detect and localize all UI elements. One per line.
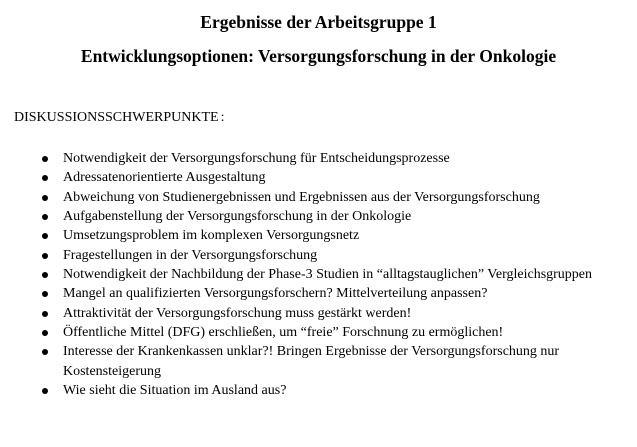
list-item-text: Attraktivität der Versorgungsforschung muss gestärkt werden! (63, 305, 412, 321)
section-heading (14, 109, 224, 126)
list-item (0, 304, 637, 323)
bullet-icon (42, 156, 48, 162)
list-item (0, 226, 637, 245)
bullet-icon (42, 291, 48, 297)
list-item (0, 207, 637, 226)
document-subtitle: Entwicklungsoptionen: Versorgungsforschung in der Onkologie (80, 46, 557, 66)
list-item (0, 284, 637, 303)
section-heading-colon: : (220, 110, 225, 125)
bullet-icon (42, 233, 48, 239)
list-item (0, 265, 637, 284)
list-item (0, 168, 637, 187)
bullet-icon (42, 272, 48, 278)
list-item (0, 381, 637, 400)
discussion-points-list (0, 149, 637, 400)
list-item (0, 188, 637, 207)
list-item-text: Fragestellungen in der Versorgungsforschung (63, 247, 318, 263)
list-item-text: Interesse der Krankenkassen unklar?! Bringen Ergebnisse der Versorgungsforschung nur Kostensteigerung (63, 344, 560, 379)
bullet-icon (42, 253, 48, 259)
list-item (0, 149, 637, 168)
list-item-text: Abweichung von Studienergebnissen und Ergebnissen aus der Versorgungsforschung (63, 189, 540, 205)
list-item-text: Notwendigkeit der Nachbildung der Phase-3 Studien in “alltagstauglichen” Vergleichsgruppen (63, 267, 593, 283)
list-item-text: Aufgabenstellung der Versorgungsforschung in der Onkologie (63, 209, 412, 225)
list-item (0, 342, 637, 381)
bullet-icon (42, 330, 48, 336)
bullet-icon (42, 175, 48, 181)
bullet-icon (42, 311, 48, 317)
list-item-text: Mangel an qualifizierten Versorgungsforschern? Mittelverteilung anpassen? (63, 286, 488, 302)
list-item-text: Öffentliche Mittel (DFG) erschließen, um “freie” Forschnung zu ermöglichen! (63, 325, 504, 341)
document-title: Ergebnisse der Arbeitsgruppe 1 (200, 12, 437, 32)
bullet-icon (42, 349, 48, 355)
bullet-icon (42, 388, 48, 394)
list-item-text: Notwendigkeit der Versorgungsforschung für Entscheidungsprozesse (63, 151, 450, 166)
bullet-icon (42, 195, 48, 201)
bullet-icon (42, 214, 48, 220)
list-item (0, 246, 637, 265)
list-item-text: Wie sieht die Situation im Ausland aus? (63, 383, 287, 399)
list-item (0, 323, 637, 342)
list-item-text: Umsetzungsproblem im komplexen Versorgungsnetz (63, 228, 360, 244)
section-heading-label: DISKUSSIONSSCHWERPUNKTE (14, 110, 219, 125)
list-item-text: Adressatenorientierte Ausgestaltung (63, 170, 266, 186)
